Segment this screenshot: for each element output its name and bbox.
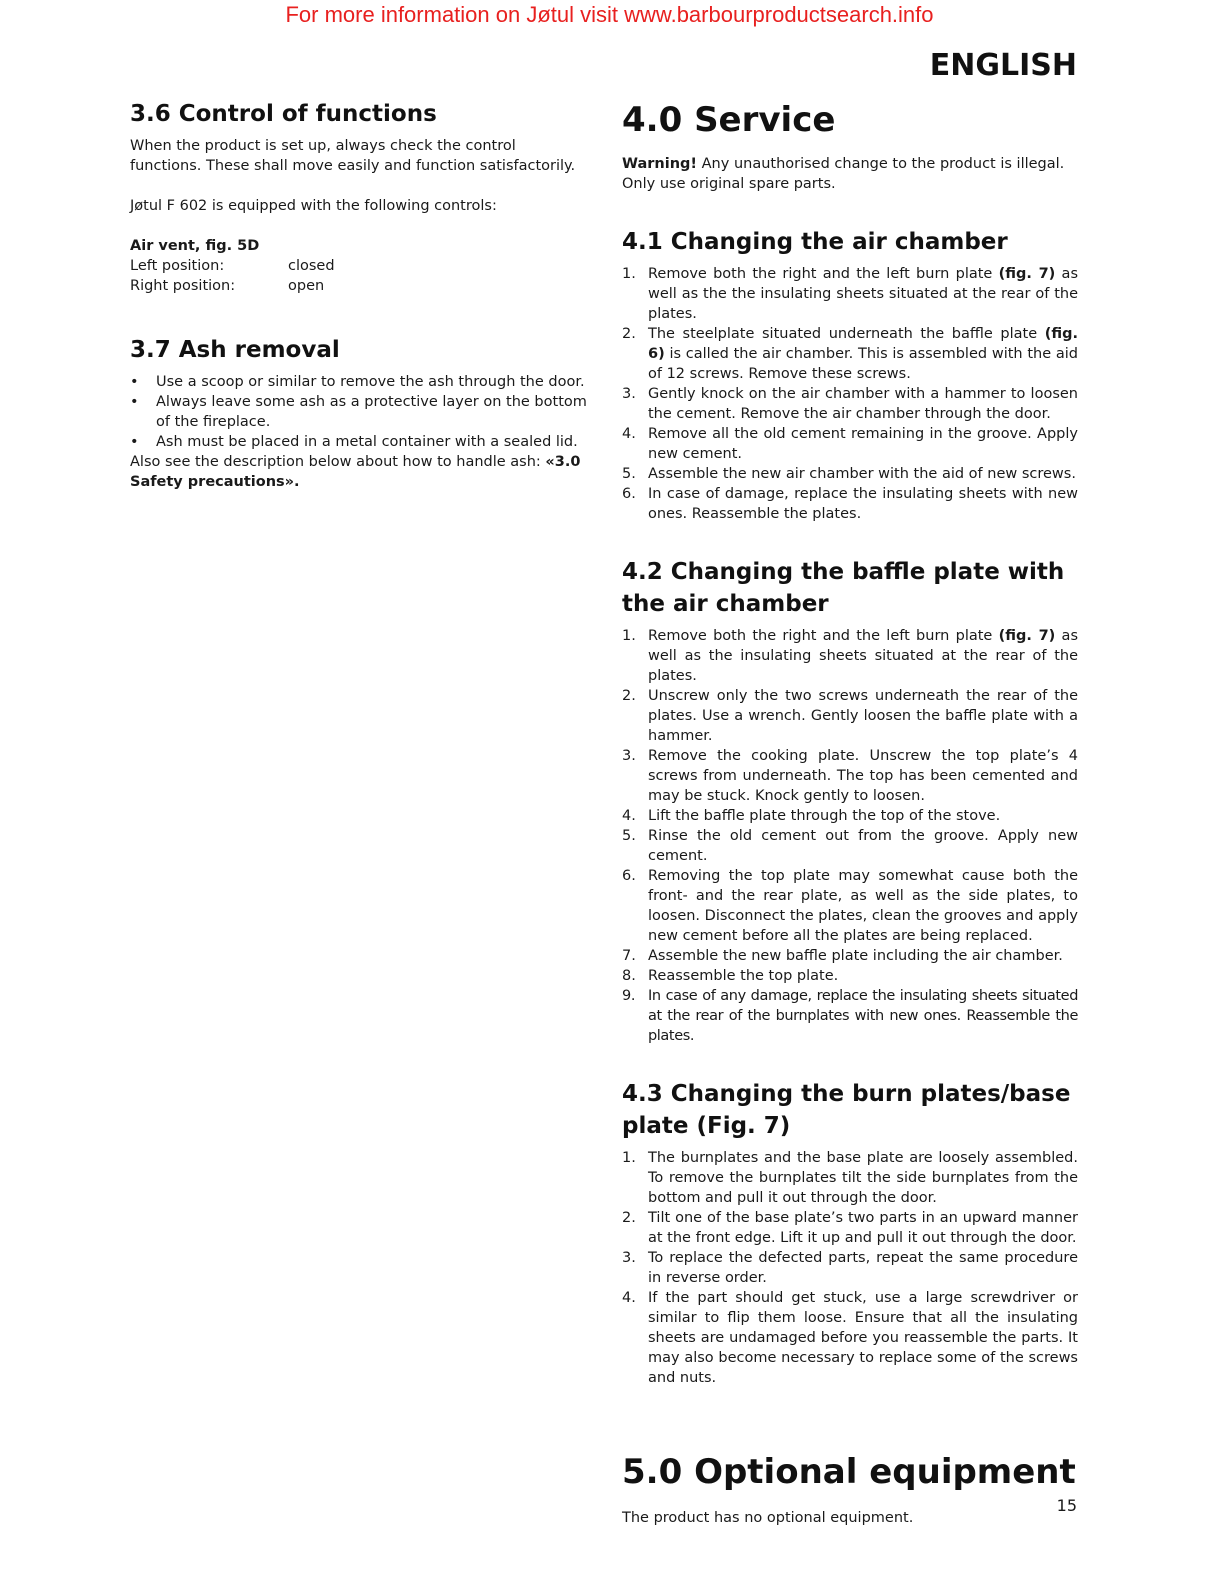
section-3-6-intro: When the product is set up, always check the control functions. These shall move easily and function satisfactorily. [130,138,576,174]
list-item: 8. Reassemble the top plate. [622,968,839,984]
list-item: • Always leave some ash as a protective layer on the bottom of the fireplace. [130,392,588,432]
position-label: Right position: [130,278,236,294]
list-item: 5. Rinse the old cement out from the groove. Apply new cement. [622,828,1078,864]
section-4-3-title: 4.3 Changing the burn plates/base plate (Fig. 7) [622,1081,1071,1139]
section-4-2-steps [622,626,1078,1046]
section-4-0-title: 4.0 Service [622,100,836,140]
air-vent-table [130,256,335,296]
list-item: 5. Assemble the new air chamber with the aid of new screws. [622,466,1076,482]
warning-label: Warning! [622,156,698,172]
air-vent-label: Air vent, fig. 5D [130,238,260,254]
list-item: 4. Lift the baffle plate through the top of the stove. [622,808,1001,824]
ash-note-text: Also see the description below about how to handle ash: [130,454,541,470]
service-warning [622,154,1078,194]
section-3-7-title: 3.7 Ash removal [130,337,340,363]
list-item: 4. If the part should get stuck, use a large screwdriver or similar to flip them loose. Ensure that all the insulating sheets are undamaged before you reassemble the parts. It may also become necessary to replace some of the screws and nuts. [622,1290,1078,1386]
page-number: 15 [1056,1496,1077,1515]
list-item: 6. Removing the top plate may somewhat cause both the front- and the rear plate, as well as the side plates, to loosen. Disconnect the plates, clean the grooves and apply new cement before all the plates are being replaced. [622,868,1078,944]
list-item: 6. In case of damage, replace the insulating sheets with new ones. Reassemble the plates. [622,486,1078,522]
warning-text: Any unauthorised change to the product is illegal. Only use original spare parts. [622,156,1065,192]
section-4-1-steps [622,264,1078,524]
list-item: 4. Remove all the old cement remaining in the groove. Apply new cement. [622,426,1078,462]
language-heading: ENGLISH [929,48,1077,83]
right-column [622,98,1078,1528]
section-3-6-title: 3.6 Control of functions [130,101,437,127]
left-column [130,98,588,492]
list-item: 1. Remove both the right and the left burn plate (fig. 7) as well as the the insulating sheets situated at the rear of the plates. [622,266,1078,322]
list-item: 7. Assemble the new baffle plate including the air chamber. [622,948,1063,964]
list-item: 1. The burnplates and the base plate are loosely assembled. To remove the burnplates tilt the side burnplates from the bottom and pull it out through the door. [622,1150,1078,1206]
position-value: open [288,278,325,294]
list-item: 3. Remove the cooking plate. Unscrew the top plate’s 4 screws from underneath. The top has been cemented and may be stuck. Knock gently to loosen. [622,748,1078,804]
position-label: Left position: [130,258,225,274]
section-4-3-steps [622,1148,1078,1388]
list-item: 1. Remove both the right and the left burn plate (fig. 7) as well as the insulating sheets situated at the rear of the plates. [622,628,1078,684]
table-row [130,276,335,296]
list-item: 2. The steelplate situated underneath the baffle plate (fig. 6) is called the air chamber. This is assembled with the aid of 12 screws. Remove these screws. [622,326,1078,382]
info-banner-link[interactable]: For more information on Jøtul visit www.barbourproductsearch.info [285,2,934,27]
list-item: 2. Unscrew only the two screws underneath the rear of the plates. Use a wrench. Gently loosen the baffle plate with a hammer. [622,688,1078,744]
list-item: • Use a scoop or similar to remove the ash through the door. [130,372,588,392]
table-row [130,256,335,276]
section-5-0-title: 5.0 Optional equipment [622,1452,1076,1492]
list-item: 3. Gently knock on the air chamber with a hammer to loosen the cement. Remove the air chamber through the door. [622,386,1078,422]
optional-equipment-text: The product has no optional equipment. [622,1510,914,1526]
list-item: 3. To replace the defected parts, repeat the same procedure in reverse order. [622,1250,1078,1286]
ash-note [130,452,588,492]
section-4-1-title: 4.1 Changing the air chamber [622,229,1008,255]
section-4-2-title: 4.2 Changing the baffle plate with the air chamber [622,559,1065,617]
section-3-6-controls-intro: Jøtul F 602 is equipped with the following controls: [130,198,497,214]
list-item: 9. In case of any damage, replace the insulating sheets situated at the rear of the burnplates with new ones. Reassemble the plates. [622,988,1078,1044]
ash-note-reference: «3.0 Safety precautions». [130,454,581,490]
list-item: • Ash must be placed in a metal container with a sealed lid. [130,432,588,452]
ash-removal-list [130,372,588,452]
position-value: closed [288,258,335,274]
list-item: 2. Tilt one of the base plate’s two parts in an upward manner at the front edge. Lift it up and pull it out through the door. [622,1210,1078,1246]
